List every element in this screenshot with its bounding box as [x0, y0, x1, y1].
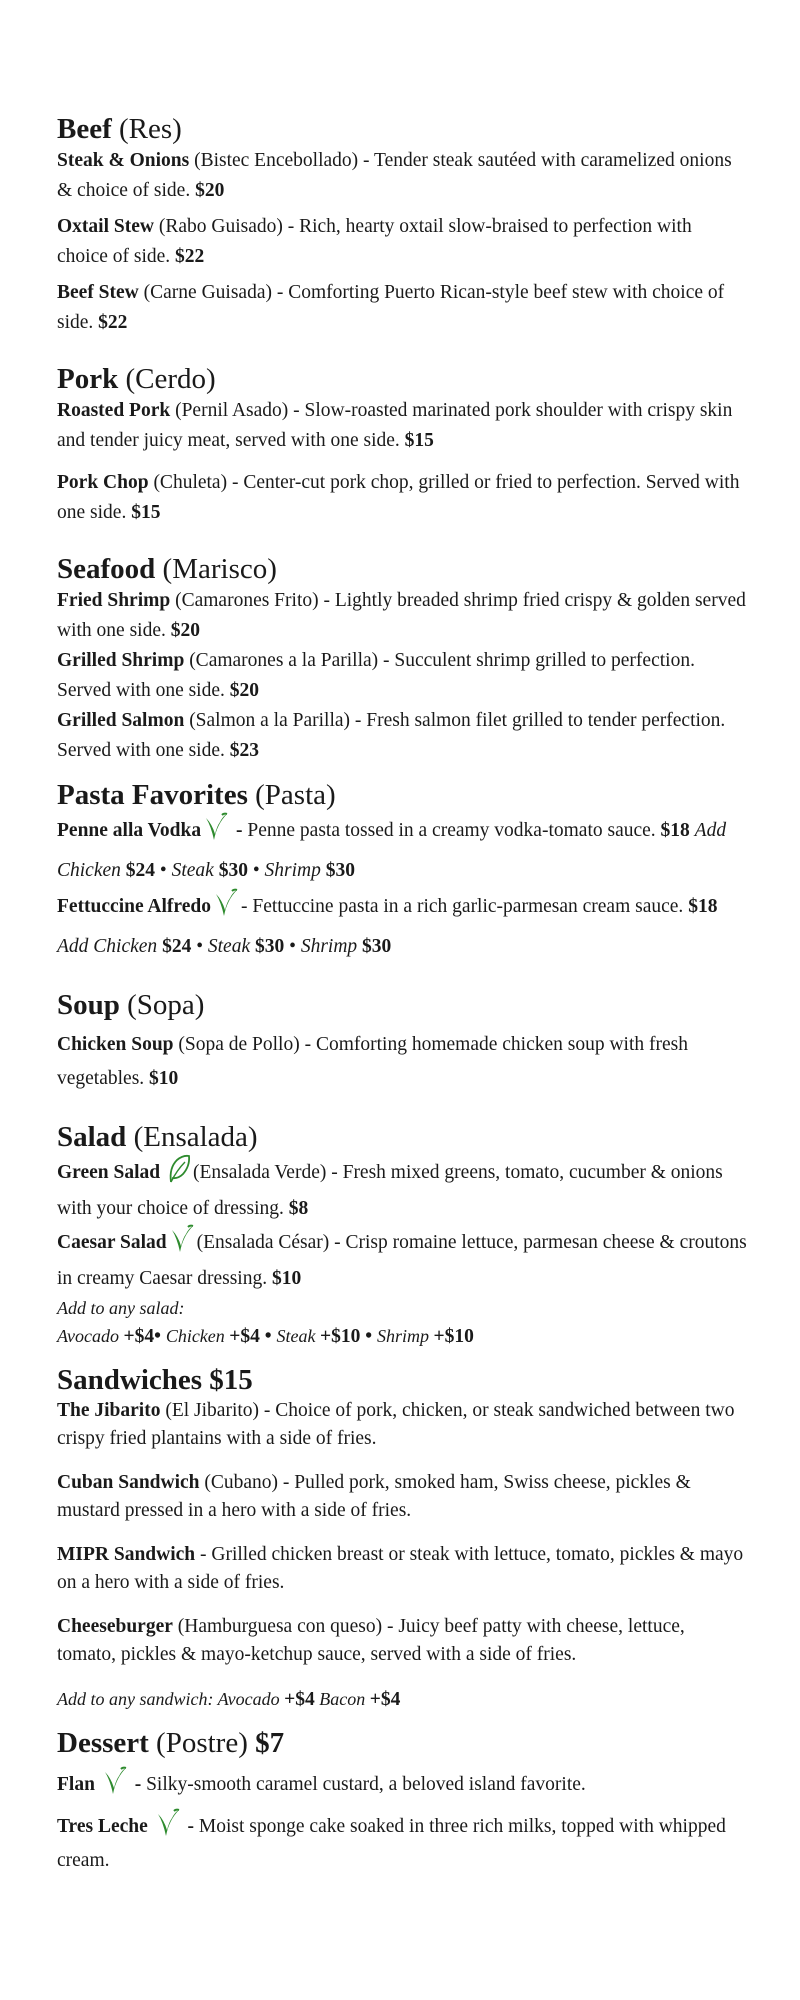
section-soup — [57, 988, 747, 1096]
section-seafood — [57, 552, 747, 766]
menu-item: Tres Leche - Moist sponge cake soaked in three rich milks, topped with whipped cream. — [57, 1808, 747, 1875]
section-title-pork: Pork (Cerdo) — [57, 363, 216, 395]
section-beef — [57, 112, 747, 338]
menu-item: Pork Chop (Chuleta) - Center-cut pork chop, grilled or fried to perfection. Served with one side. $15 — [57, 472, 740, 523]
section-title-dessert: Dessert (Postre) $7 — [57, 1727, 285, 1759]
menu-item: MIPR Sandwich - Grilled chicken breast or steak with lettuce, tomato, pickles & mayo on a hero with a side of fries. — [57, 1544, 744, 1593]
menu-item: Roasted Pork (Pernil Asado) - Slow-roasted marinated pork shoulder with crispy skin and tender juicy meat, served with one side. $15 — [57, 400, 733, 451]
salad-addon-title: Add to any salad: — [57, 1298, 185, 1318]
menu-item: Flan - Silky-smooth caramel custard, a beloved island favorite. — [57, 1766, 747, 1808]
section-title-pasta: Pasta Favorites (Pasta) — [57, 779, 336, 811]
menu-item: Cuban Sandwich (Cubano) - Pulled pork, smoked ham, Swiss cheese, pickles & mustard pressed in a hero with a side of fries. — [57, 1472, 691, 1521]
menu-item: Oxtail Stew (Rabo Guisado) - Rich, hearty oxtail slow-braised to perfection with choice of side. $22 — [57, 216, 692, 267]
leaf-outline-icon — [167, 1154, 191, 1194]
menu-item: Penne alla Vodka - Penne pasta tossed in a creamy vodka-tomato sauce. $18 Add Chicken $24 • Steak $30 • Shrimp $30 — [57, 812, 747, 888]
menu-item: Cheeseburger (Hamburguesa con queso) - Juicy beef patty with cheese, lettuce, tomato, pickles & mayo-ketchup sauce, served with a side of fries. — [57, 1616, 685, 1665]
menu-item: The Jibarito (El Jibarito) - Choice of pork, chicken, or steak sandwiched between two crispy fried plantains with a side of fries. — [57, 1400, 735, 1449]
leaf-check-icon — [155, 1808, 181, 1847]
section-sandwiches — [57, 1363, 747, 1714]
section-title-beef: Beef (Res) — [57, 113, 182, 145]
sandwich-addons: Add to any sandwich: Avocado +$4 Bacon +$4 — [57, 1689, 401, 1710]
menu-item: Grilled Shrimp (Camarones a la Parilla) - Succulent shrimp grilled to perfection. Served with one side. $20 — [57, 650, 695, 701]
menu-item: Beef Stew (Carne Guisada) - Comforting Puerto Rican-style beef stew with choice of side. $22 — [57, 282, 725, 333]
section-dessert — [57, 1726, 747, 1875]
section-salad — [57, 1120, 747, 1351]
menu-item: Green Salad (Ensalada Verde) - Fresh mixed greens, tomato, cucumber & onions with your choice of dressing. $8 — [57, 1154, 747, 1224]
section-title-sandwiches: Sandwiches $15 — [57, 1364, 253, 1396]
menu-item: Steak & Onions (Bistec Encebollado) - Tender steak sautéed with caramelized onions & choice of side. $20 — [57, 150, 732, 201]
menu-item: Fried Shrimp (Camarones Frito) - Lightly breaded shrimp fried crispy & golden served with one side. $20 — [57, 590, 746, 641]
menu — [57, 112, 747, 1875]
menu-item: Chicken Soup (Sopa de Pollo) - Comforting homemade chicken soup with fresh vegetables. $10 — [57, 1034, 688, 1089]
leaf-check-icon — [213, 888, 239, 930]
section-pasta — [57, 778, 747, 964]
section-pork — [57, 362, 747, 528]
section-title-salad: Salad (Ensalada) — [57, 1121, 258, 1153]
menu-item: Caesar Salad (Ensalada César) - Crisp romaine lettuce, parmesan cheese & croutons in creamy Caesar dressing. $10 — [57, 1224, 747, 1294]
section-title-soup: Soup (Sopa) — [57, 989, 205, 1021]
salad-addons: Avocado +$4• Chicken +$4 • Steak +$10 • Shrimp +$10 — [57, 1326, 474, 1347]
section-title-seafood: Seafood (Marisco) — [57, 553, 277, 585]
leaf-check-icon — [203, 812, 229, 854]
menu-item: Fettuccine Alfredo - Fettuccine pasta in a rich garlic-parmesan cream sauce. $18 Add Chicken $24 • Steak $30 • Shrimp $30 — [57, 888, 747, 964]
leaf-check-icon — [169, 1224, 195, 1264]
leaf-check-icon — [102, 1766, 128, 1808]
menu-item: Grilled Salmon (Salmon a la Parilla) - Fresh salmon filet grilled to tender perfection. Served with one side. $23 — [57, 710, 726, 761]
